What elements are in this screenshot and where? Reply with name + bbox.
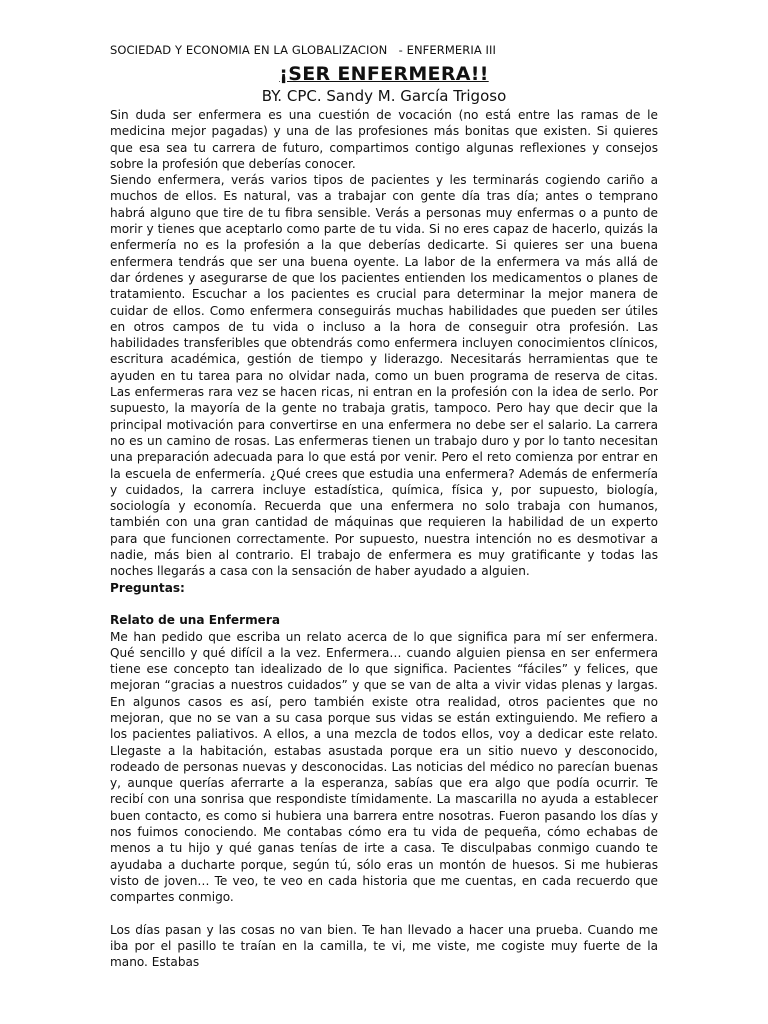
story-paragraph-1: Me han pedido que escriba un relato acerca de lo que significa para mí ser enfermera. Qué sencillo y qué difícil a la vez. Enfermera… cuando alguien piensa en ser enfermera tiene ese concepto tan idealizado de lo que significa. Pacientes “fáciles” y felices, que mejoran “gracias a nuestros cuidados” y que se van de alta a vivir vidas plenas y largas. En algunos casos es así, pero también existe otra realidad, otros pacientes que no mejoran, que no se van a su casa porque sus vidas se están extinguiendo. Me refiero a los pacientes paliativos. A ellos, a una mezcla de todos ellos, voy a dedicar este relato. Llegaste a la habitación, estabas asustada porque era un sitio nuevo y desconocido, rodeado de personas nuevas y desconocidas. Las noticias del médico no parecían buenas y, aunque querías aferrarte a la esperanza, sabías que era algo que podía ocurrir. Te recibí con una sonrisa que respondiste tímidamente. La mascarilla no ayuda a establecer buen contacto, es como si hubiera una barrera entre nosotras. Fueron pasando los días y nos fuimos conociendo. Me contabas cómo era tu vida de pequeña, cómo echabas de menos a tu hijo y qué ganas tenías de irte a casa. Te disculpabas conmigo cuando te ayudaba a ducharte porque, según tú, sólo eras un montón de huesos. Si me hubieras visto de joven… Te veo, te veo en cada historia que me cuentas, en cada recuerdo que compartes conmigo. xyxy=(110,629,658,905)
story-paragraph-2: Los días pasan y las cosas no van bien. Te han llevado a hacer una prueba. Cuando me iba por el pasillo te traían en la camilla, te vi, me viste, me cogiste muy fuerte de la mano. Estabas xyxy=(110,922,658,970)
story-heading: Relato de una Enfermera xyxy=(110,613,281,628)
questions-heading: Preguntas: xyxy=(110,580,185,595)
document-header: SOCIEDAD Y ECONOMIA EN LA GLOBALIZACION - ENFERMERIA III xyxy=(110,43,497,57)
document-title: ¡SER ENFERMERA!! xyxy=(279,63,489,85)
blank-line xyxy=(110,596,658,612)
author-byline: BY. CPC. Sandy M. García Trigoso xyxy=(261,87,507,105)
blank-line xyxy=(110,906,658,922)
intro-paragraph-1: Sin duda ser enfermera es una cuestión de vocación (no está entre las ramas de le medicina mejor pagadas) y una de las profesiones más bonitas que existen. Si quieres que esa sea tu carrera de futuro, compartimos contigo algunas reflexiones y consejos sobre la profesión que deberías conocer. xyxy=(110,108,658,171)
intro-paragraph-2: Siendo enfermera, verás varios tipos de pacientes y les terminarás cogiendo cariño a muchos de ellos. Es natural, vas a trabajar con gente día tras día; antes o temprano habrá alguno que tire de tu fibra sensible. Verás a personas muy enfermas o a punto de morir y tienes que aceptarlo como parte de tu vida. Si no eres capaz de hacerlo, quizás la enfermería no es la profesión a la que deberías dedicarte. Si quieres ser una buena enfermera tendrás que ser una buena oyente. La labor de la enfermera va más allá de dar órdenes y asegurarse de que los pacientes entienden los medicamentos o planes de tratamiento. Escuchar a los pacientes es crucial para determinar la mejor manera de cuidar de ellos. Como enfermera conseguirás muchas habilidades que pueden ser útiles en otros campos de tu vida o incluso a la hora de conseguir otra profesión. Las habilidades transferibles que obtendrás como enfermera incluyen conocimientos clínicos, escritura académica, gestión de tiempo y liderazgo. Necesitarás herramientas que te ayuden en tu tarea para no olvidar nada, como un buen programa de reserva de citas. Las enfermeras rara vez se hacen ricas, ni entran en la profesión con la idea de serlo. Por supuesto, la mayoría de la gente no trabaja gratis, tampoco. Pero hay que decir que la principal motivación para convertirse en una enfermera no debe ser el salario. La carrera no es un camino de rosas. Las enfermeras tienen un trabajo duro y por lo tanto necesitan una preparación adecuada para lo que está por venir. Pero el reto comienza por entrar en la escuela de enfermería. ¿Qué crees que estudia una enfermera? Además de enfermería y cuidados, la carrera incluye estadística, química, física y, por supuesto, biología, sociología y economía. Recuerda que una enfermera no solo trabaja con humanos, también con una gran cantidad de máquinas que requieren la habilidad de un experto para que funcionen correctamente. Por supuesto, nuestra intención no es desmotivar a nadie, más bien al contrario. El trabajo de enfermera es muy gratificante y todas las noches llegarás a casa con la sensación de haber ayudado a alguien. xyxy=(110,173,658,579)
